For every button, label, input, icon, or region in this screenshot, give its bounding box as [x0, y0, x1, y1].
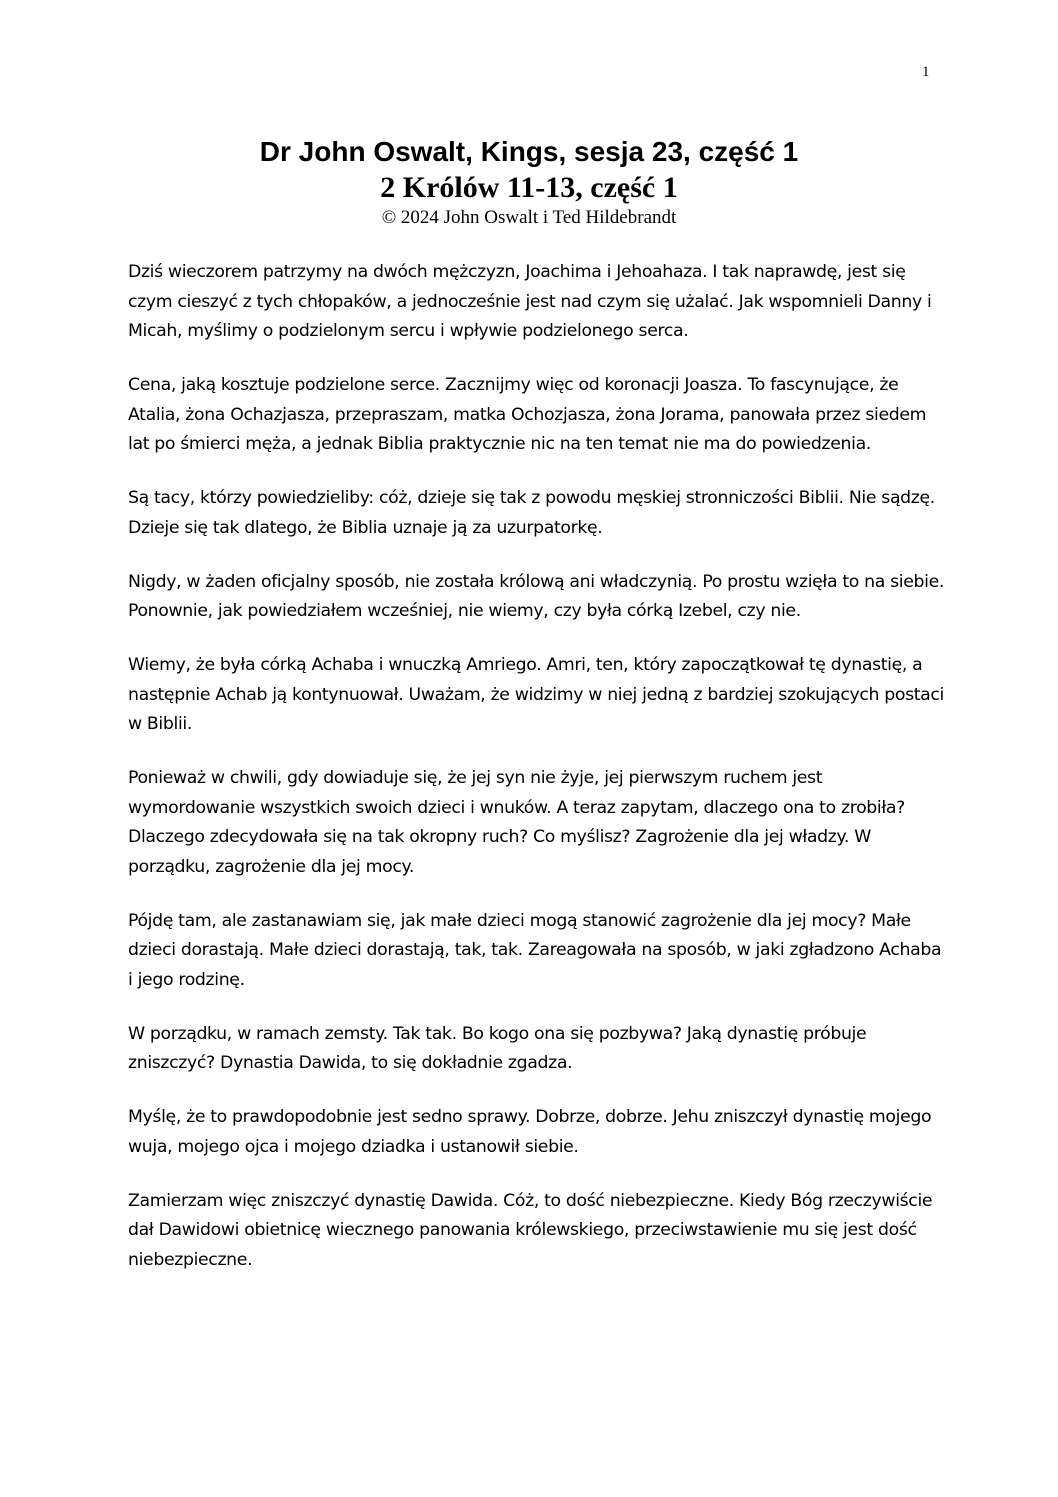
- paragraph: Wiemy, że była córką Achaba i wnuczką Amriego. Amri, ten, który zapoczątkował tę dynastię, a następnie Achab ją kontynuował. Uważam, że widzimy w niej jedną z bardziej szokujących postaci w Biblii.: [128, 655, 945, 734]
- paragraph: Ponieważ w chwili, gdy dowiaduje się, że jej syn nie żyje, jej pierwszym ruchem jest wymordowanie wszystkich swoich dzieci i wnuków. A teraz zapytam, dlaczego ona to zrobiła? Dlaczego zdecydowała się na tak okropny ruch? Co myślisz? Zagrożenie dla jej władzy. W porządku, zagrożenie dla jej mocy.: [128, 768, 905, 877]
- paragraph: Są tacy, którzy powiedzieliby: cóż, dzieje się tak z powodu męskiej stronniczości Biblii. Nie sądzę. Dzieje się tak dlatego, że Biblia uznaje ją za uzurpatorkę.: [128, 488, 935, 538]
- document-subtitle: 2 Królów 11-13, część 1: [380, 171, 678, 204]
- document-body: [128, 258, 948, 1300]
- paragraph: Myślę, że to prawdopodobnie jest sedno sprawy. Dobrze, dobrze. Jehu zniszczył dynastię mojego wuja, mojego ojca i mojego dziadka i ustanowił siebie.: [128, 1107, 932, 1157]
- paragraph: Nigdy, w żaden oficjalny sposób, nie została królową ani władczynią. Po prostu wzięła to na siebie. Ponownie, jak powiedziałem wcześniej, nie wiemy, czy była córką Izebel, czy nie.: [128, 571, 945, 621]
- paragraph: Dziś wieczorem patrzymy na dwóch mężczyzn, Joachima i Jehoahaza. I tak naprawdę, jest się czym cieszyć z tych chłopaków, a jednocześnie jest nad czym się użalać. Jak wspomnieli Danny i Micah, myślimy o podzielonym sercu i wpływie podzielonego serca.: [128, 262, 932, 341]
- paragraph: Cena, jaką kosztuje podzielone serce. Zacznijmy więc od koronacji Joasza. To fascynujące, że Atalia, żona Ochazjasza, przepraszam, matka Ochozjasza, żona Jorama, panowała przez siedem lat po śmierci męża, a jednak Biblia praktycznie nic na ten temat nie ma do powiedzenia.: [128, 375, 927, 454]
- page-number: 1: [922, 64, 930, 80]
- paragraph: Zamierzam więc zniszczyć dynastię Dawida. Cóż, to dość niebezpieczne. Kiedy Bóg rzeczywiście dał Dawidowi obietnicę wiecznego panowania królewskiego, przeciwstawienie mu się jest dość niebezpieczne.: [128, 1190, 933, 1270]
- document-title: Dr John Oswalt, Kings, sesja 23, część 1: [259, 136, 799, 167]
- copyright-line: © 2024 John Oswalt i Ted Hildebrandt: [381, 207, 677, 228]
- document-header: [0, 134, 1058, 230]
- paragraph: W porządku, w ramach zemsty. Tak tak. Bo kogo ona się pozbywa? Jaką dynastię próbuje zniszczyć? Dynastia Dawida, to się dokładnie zgadza.: [128, 1023, 867, 1073]
- paragraph: Pójdę tam, ale zastanawiam się, jak małe dzieci mogą stanowić zagrożenie dla jej mocy? Małe dzieci dorastają. Małe dzieci dorastają, tak, tak. Zareagowała na sposób, w jaki zgładzono Achaba i jego rodzinę.: [128, 910, 942, 990]
